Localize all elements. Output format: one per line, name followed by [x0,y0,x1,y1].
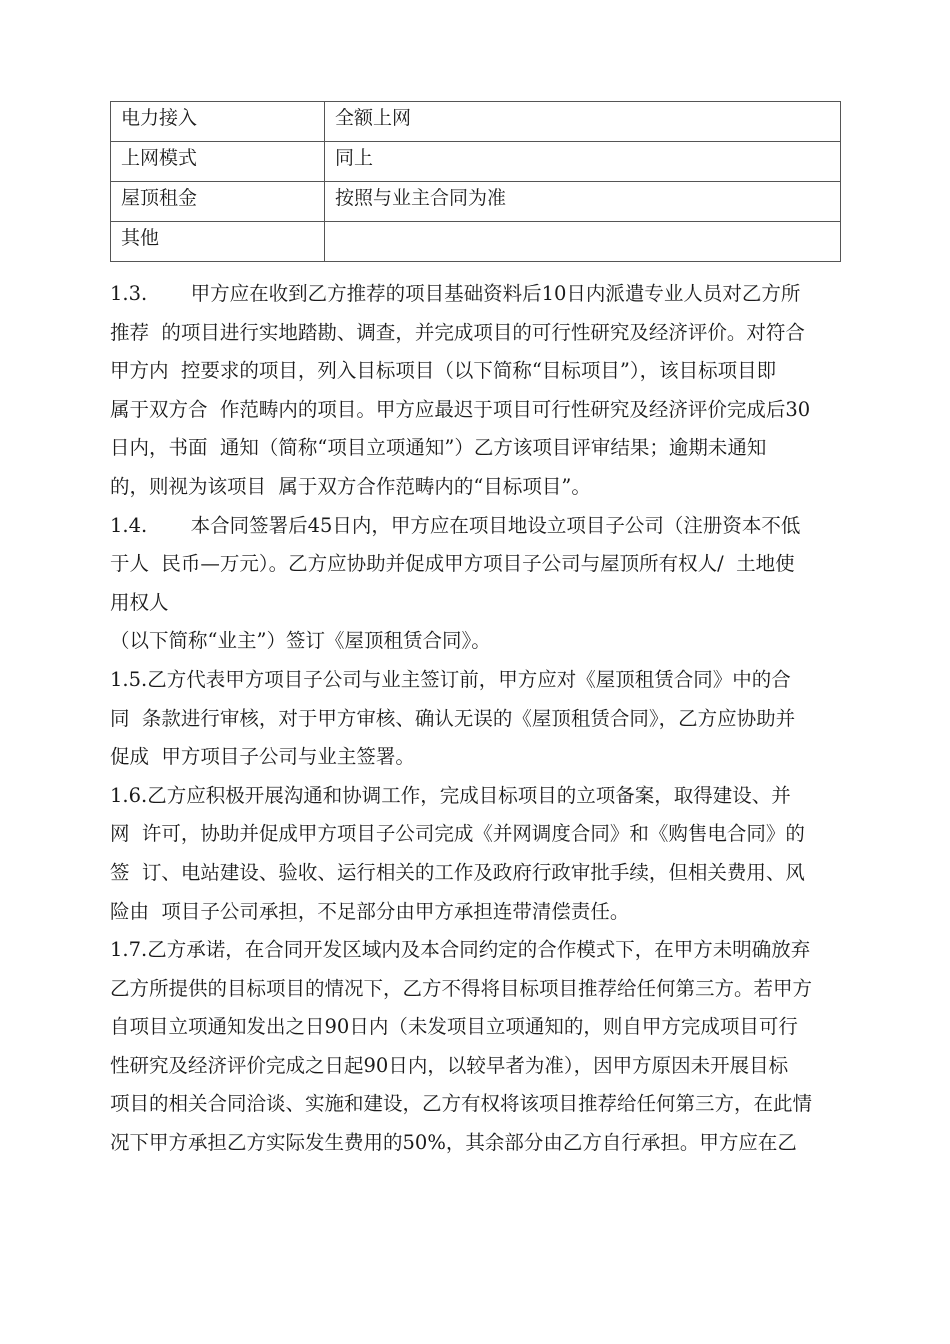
text-line: 用权人 [110,590,169,614]
text-line: 自项目立项通知发出之日90日内（未发项目立项通知的，则自甲方完成项目可行 [110,1015,798,1039]
text-line: 促成 甲方项目子公司与业主签署。 [110,745,415,769]
text-line: 甲方内 控要求的项目，列入目标项目（以下简称“目标项目”），该目标项目即 [110,359,777,383]
text-line: 的，则视为该项目 属于双方合作范畴内的“目标项目”。 [110,474,591,498]
table-cell-key: 其他 [111,222,325,262]
table-row [111,222,841,262]
table-cell-key: 屋顶租金 [111,182,325,222]
text-line: 况下甲方承担乙方实际发生费用的50%，其余部分由乙方自行承担。甲方应在乙 [110,1131,797,1155]
table-cell-value: 全额上网 [325,102,841,142]
text-line: 同 条款进行审核，对于甲方审核、确认无误的《屋顶租赁合同》，乙方应协助并 [110,706,796,730]
text-line: 乙方所提供的目标项目的情况下，乙方不得将目标项目推荐给任何第三方。若甲方 [110,976,813,1000]
table-row [111,142,841,182]
table-cell-value: 同上 [325,142,841,182]
table-row [111,102,841,142]
table-cell-value [325,222,841,262]
text-line: 1.3. 甲方应在收到乙方推荐的项目基础资料后10日内派遣专业人员对乙方所 [110,282,801,305]
table-cell-key: 上网模式 [111,142,325,182]
text-line: 属于双方合 作范畴内的项目。甲方应最迟于项目可行性研究及经济评价完成后30 [110,397,811,421]
text-line: 于人 民币—万元）。乙方应协助并促成甲方项目子公司与屋顶所有权人/ 土地使 [110,552,795,576]
table-row [111,182,841,222]
text-line: 性研究及经济评价完成之日起90日内，以较早者为准），因甲方原因未开展目标 [110,1053,789,1077]
text-line: 1.6.乙方应积极开展沟通和协调工作，完成目标项目的立项备案，取得建设、并 [110,783,791,807]
text-line: 推荐 的项目进行实地踏勘、调查，并完成项目的可行性研究及经济评价。对符合 [110,320,805,344]
text-line: 1.4. 本合同签署后45日内，甲方应在项目地设立项目子公司（注册资本不低 [110,513,801,537]
text-line: 险由 项目子公司承担，不足部分由甲方承担连带清偿责任。 [110,899,630,923]
table-cell-value: 按照与业主合同为准 [325,182,841,222]
text-line: 签 订、电站建设、验收、运行相关的工作及政府行政审批手续，但相关费用、风 [110,860,805,884]
text-line: 网 许可，协助并促成甲方项目子公司完成《并网调度合同》和《购售电合同》的 [110,822,805,846]
text-line: （以下简称“业主”）签订《屋顶租赁合同》。 [110,629,491,653]
text-line: 日内，书面 通知（简称“项目立项通知”）乙方该项目评审结果；逾期未通知 [110,436,767,460]
text-line: 1.5.乙方代表甲方项目子公司与业主签订前，甲方应对《屋顶租赁合同》中的合 [110,667,791,691]
text-line: 1.7.乙方承诺，在合同开发区域内及本合同约定的合作模式下，在甲方未明确放弃 [110,938,811,962]
project-info-table [110,101,841,262]
contract-body-text [110,275,850,1163]
table-cell-key: 电力接入 [111,102,325,142]
text-line: 项目的相关合同洽谈、实施和建设，乙方有权将该项目推荐给任何第三方，在此情 [110,1092,813,1116]
